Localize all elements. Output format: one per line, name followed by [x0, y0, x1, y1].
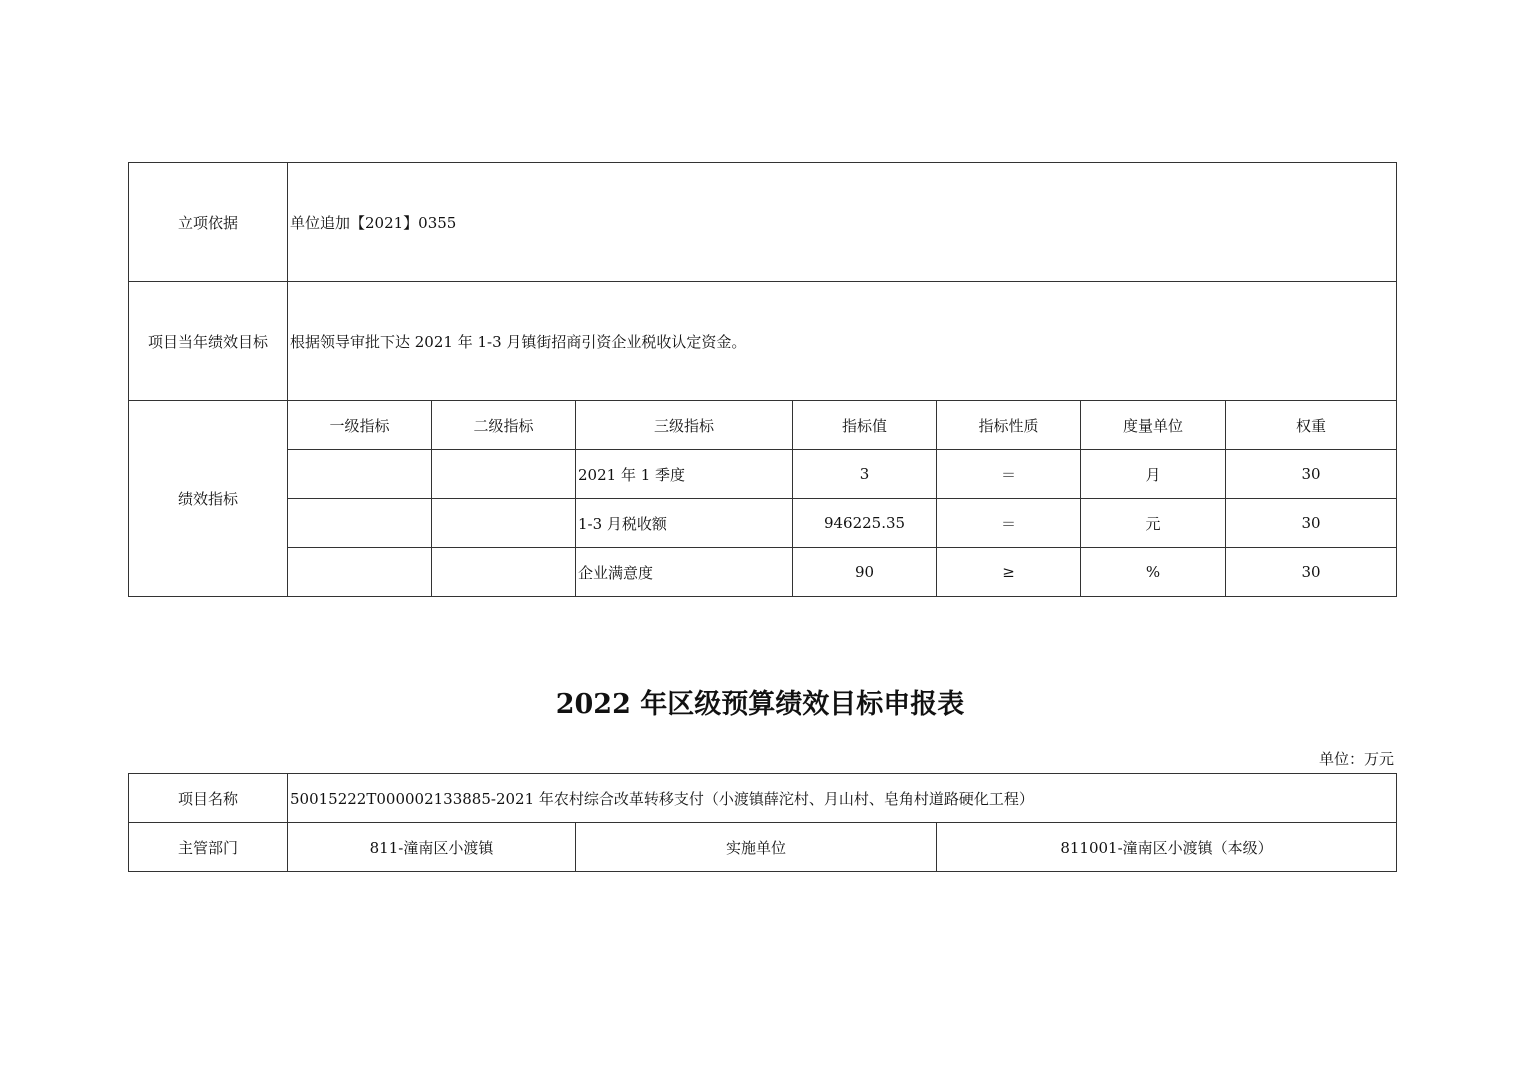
basis-value: 单位追加【2021】0355 [288, 163, 1397, 282]
unit-cell: 元 [1081, 499, 1226, 548]
dept-label: 主管部门 [129, 823, 288, 872]
column-header: 一级指标 [288, 401, 432, 450]
annual-goal-value: 根据领导审批下达 2021 年 1-3 月镇街招商引资企业税收认定资金。 [288, 282, 1397, 401]
project-name-label: 项目名称 [129, 774, 288, 823]
unit-cell: % [1081, 548, 1226, 597]
unit-cell: 月 [1081, 450, 1226, 499]
department-row [129, 823, 1397, 872]
table-row [129, 450, 1397, 499]
annual-goal-label: 项目当年绩效目标 [129, 282, 288, 401]
column-header: 三级指标 [576, 401, 793, 450]
nature-cell: ＝ [937, 450, 1081, 499]
level2-cell [432, 499, 576, 548]
column-header: 指标性质 [937, 401, 1081, 450]
column-header: 指标值 [793, 401, 937, 450]
dept-value: 811-潼南区小渡镇 [288, 823, 576, 872]
unit-note: 单位：万元 [1318, 750, 1394, 768]
weight-cell: 30 [1226, 548, 1397, 597]
column-header: 权重 [1226, 401, 1397, 450]
basis-label: 立项依据 [129, 163, 288, 282]
impl-label: 实施单位 [576, 823, 937, 872]
level3-cell: 企业满意度 [576, 548, 793, 597]
indicators-label: 绩效指标 [129, 401, 288, 597]
indicator-header-row [129, 401, 1397, 450]
weight-cell: 30 [1226, 450, 1397, 499]
level3-cell: 1-3 月税收额 [576, 499, 793, 548]
form-title: 2022 年区级预算绩效目标申报表 [555, 689, 965, 720]
value-cell: 3 [793, 450, 937, 499]
level1-cell [288, 499, 432, 548]
impl-value: 811001-潼南区小渡镇（本级） [937, 823, 1397, 872]
project-info-table [128, 773, 1397, 872]
table-row [129, 499, 1397, 548]
annual-goal-row [129, 282, 1397, 401]
project-name-value: 50015222T000002133885-2021 年农村综合改革转移支付（小渡镇薛沱村、月山村、皂角村道路硬化工程） [288, 774, 1397, 823]
column-header: 度量单位 [1081, 401, 1226, 450]
project-name-row [129, 774, 1397, 823]
column-header: 二级指标 [432, 401, 576, 450]
weight-cell: 30 [1226, 499, 1397, 548]
level1-cell [288, 548, 432, 597]
level1-cell [288, 450, 432, 499]
basis-row [129, 163, 1397, 282]
level2-cell [432, 548, 576, 597]
performance-table [128, 162, 1397, 597]
value-cell: 946225.35 [793, 499, 937, 548]
nature-cell: ≥ [937, 548, 1081, 597]
level2-cell [432, 450, 576, 499]
nature-cell: ＝ [937, 499, 1081, 548]
level3-cell: 2021 年 1 季度 [576, 450, 793, 499]
value-cell: 90 [793, 548, 937, 597]
table-row [129, 548, 1397, 597]
